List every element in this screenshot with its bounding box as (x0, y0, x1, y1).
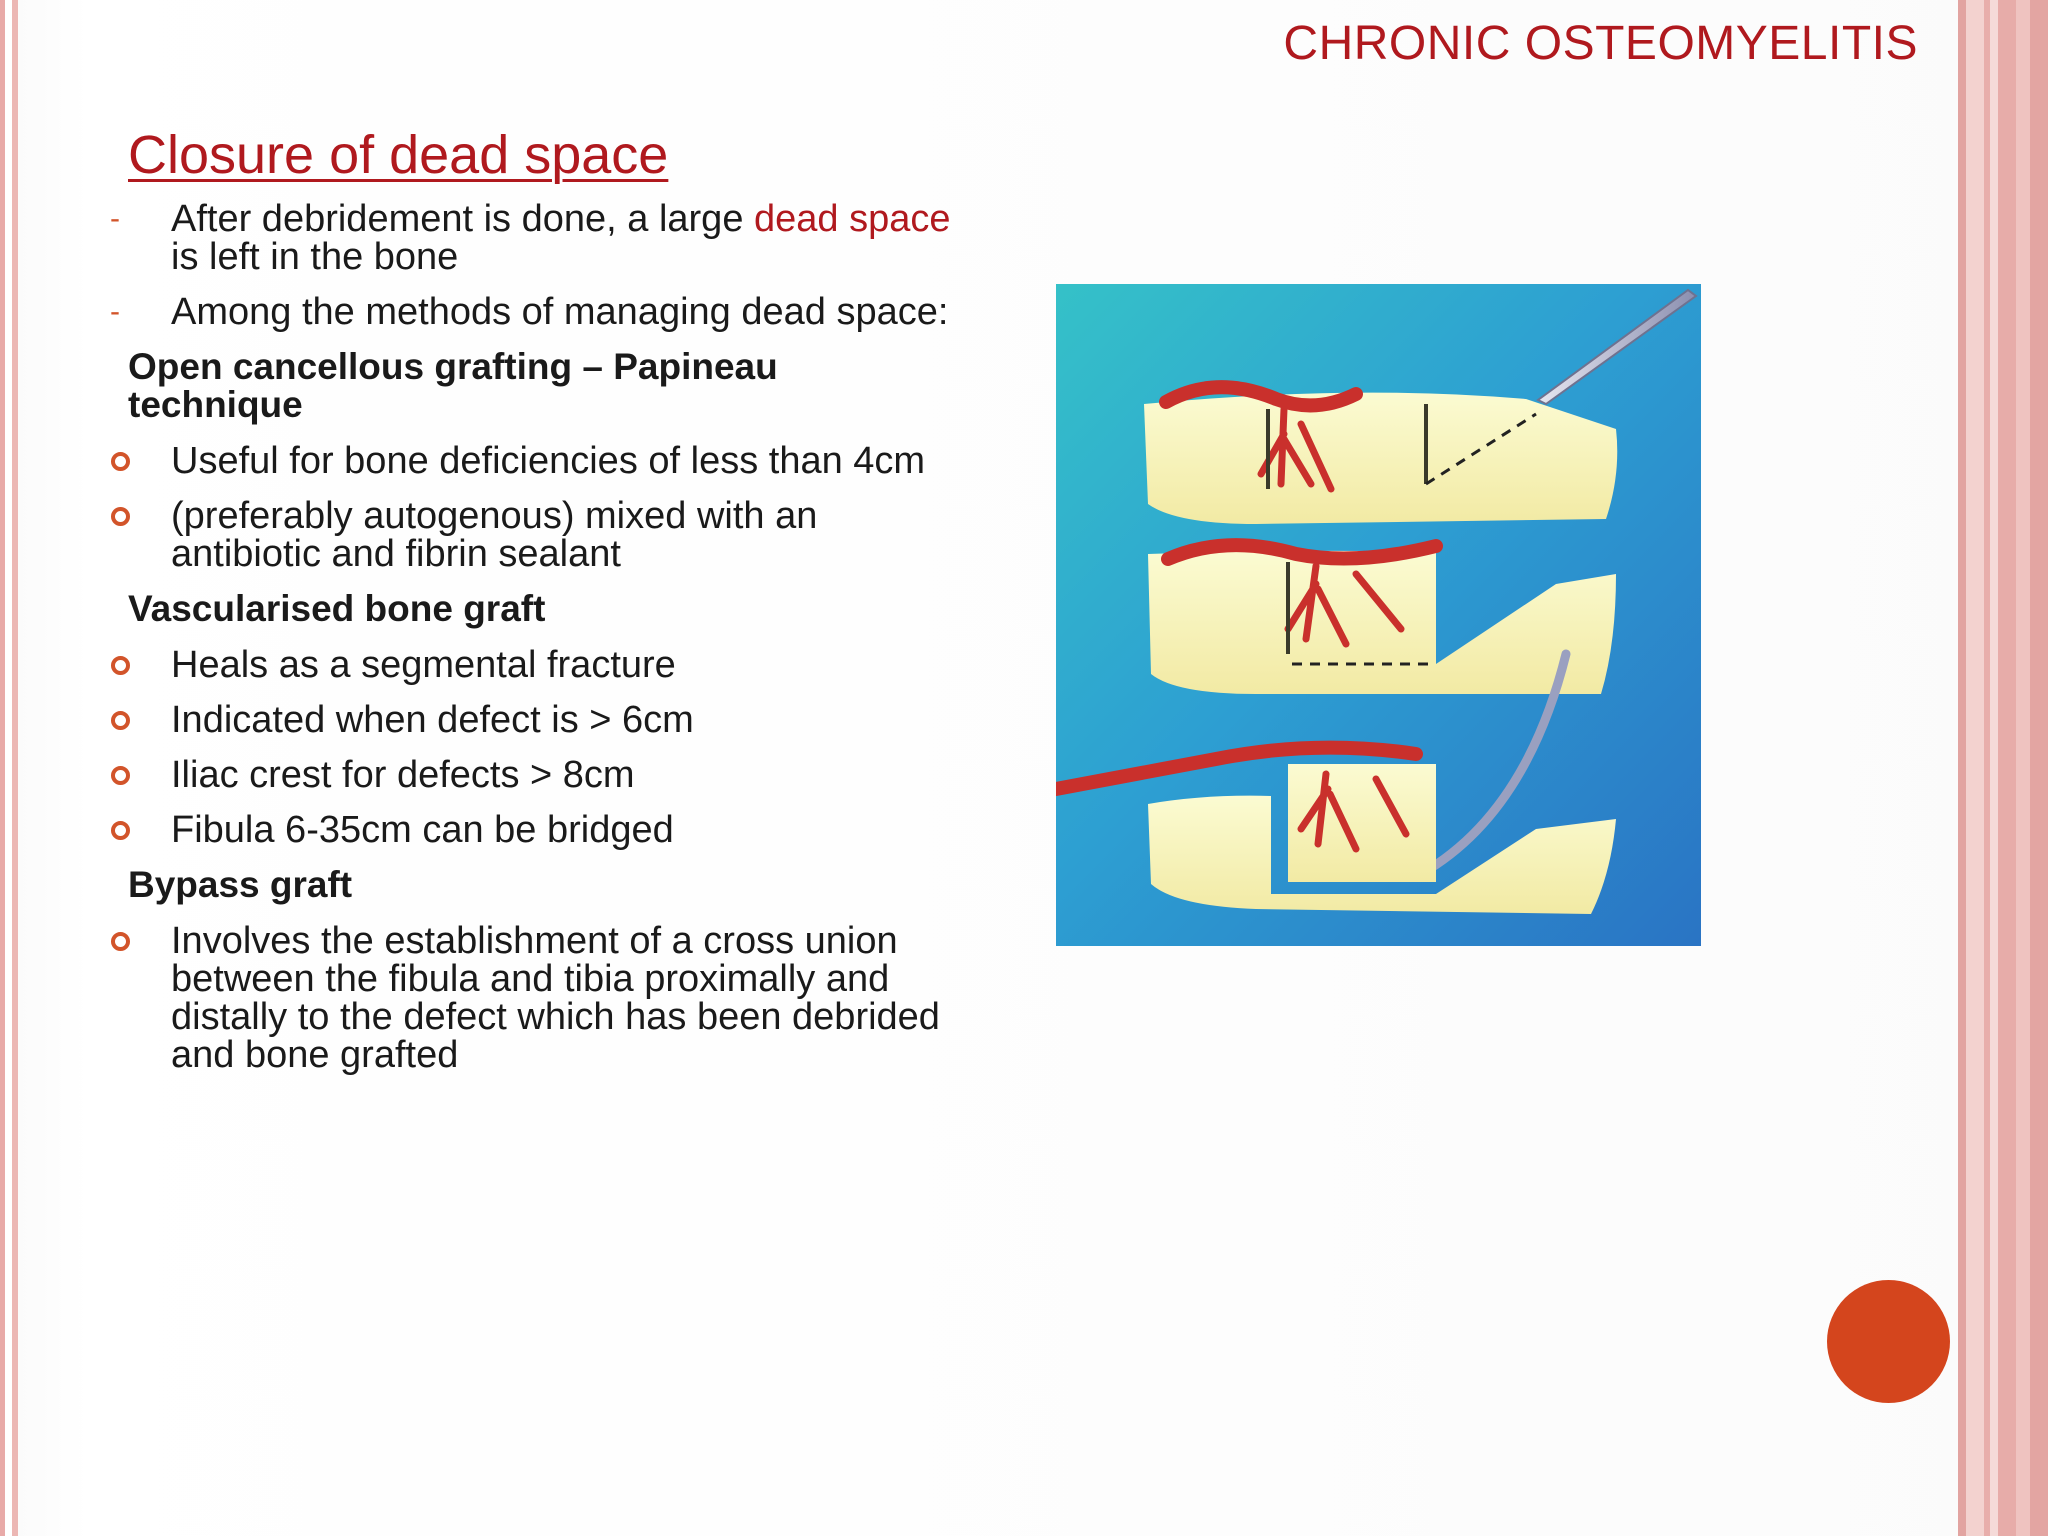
bone-graft-illustration (1056, 284, 1701, 946)
bullet-item (100, 442, 960, 480)
right-border-stripe (1958, 0, 1966, 1536)
right-border-stripe (2016, 0, 2030, 1536)
circle-bullet-icon (111, 452, 130, 471)
group-heading: Bypass graft (128, 864, 353, 905)
intro-text: is left in the bone (171, 236, 459, 278)
circle-bullet-icon (111, 656, 130, 675)
group-heading: Open cancellous grafting – Papineau technique (128, 346, 778, 425)
section-title: Closure of dead space (128, 125, 669, 185)
bullet-item (100, 701, 960, 739)
circle-bullet-icon (111, 711, 130, 730)
right-border-stripe (1966, 0, 1984, 1536)
bullet-item (100, 646, 960, 684)
intro-item (100, 200, 960, 276)
intro-text: After debridement is done, a large (171, 198, 755, 240)
decorative-dot (1827, 1280, 1950, 1403)
bone-segment-1 (1144, 393, 1617, 524)
right-border-stripe (1990, 0, 1998, 1536)
dash-bullet-icon: - (110, 295, 120, 328)
circle-bullet-icon (111, 766, 130, 785)
bullet-text: Useful for bone deficiencies of less than 4cm (171, 440, 926, 482)
circle-bullet-icon (111, 821, 130, 840)
slide-content (100, 200, 960, 1091)
bullet-text: Involves the establishment of a cross union between the fibula and tibia proximally and distally to the defect which has been debrided and bone grafted (171, 920, 940, 1076)
slide-header-title: CHRONIC OSTEOMYELITIS (1283, 17, 1918, 70)
circle-bullet-icon (111, 507, 130, 526)
circle-bullet-icon (111, 932, 130, 951)
bullet-item (100, 922, 960, 1074)
right-border-stripe (1998, 0, 2016, 1536)
bullet-item (100, 497, 960, 573)
dash-bullet-icon: - (110, 202, 120, 235)
right-border-stripe (2030, 0, 2048, 1536)
graft-block-3 (1288, 764, 1436, 882)
bullet-text: (preferably autogenous) mixed with an antibiotic and fibrin sealant (171, 495, 818, 575)
intro-text: Among the methods of managing dead space: (171, 291, 949, 333)
bullet-text: Fibula 6-35cm can be bridged (171, 809, 674, 851)
bullet-text: Iliac crest for defects > 8cm (171, 754, 635, 796)
bullet-item (100, 756, 960, 794)
bullet-text: Heals as a segmental fracture (171, 644, 676, 686)
intro-item (100, 293, 960, 331)
left-border-gap (5, 0, 12, 1536)
left-border-shade (18, 0, 88, 1536)
group-heading: Vascularised bone graft (128, 588, 546, 629)
highlight-text: dead space (754, 198, 951, 240)
bullet-item (100, 811, 960, 849)
bullet-text: Indicated when defect is > 6cm (171, 699, 694, 741)
